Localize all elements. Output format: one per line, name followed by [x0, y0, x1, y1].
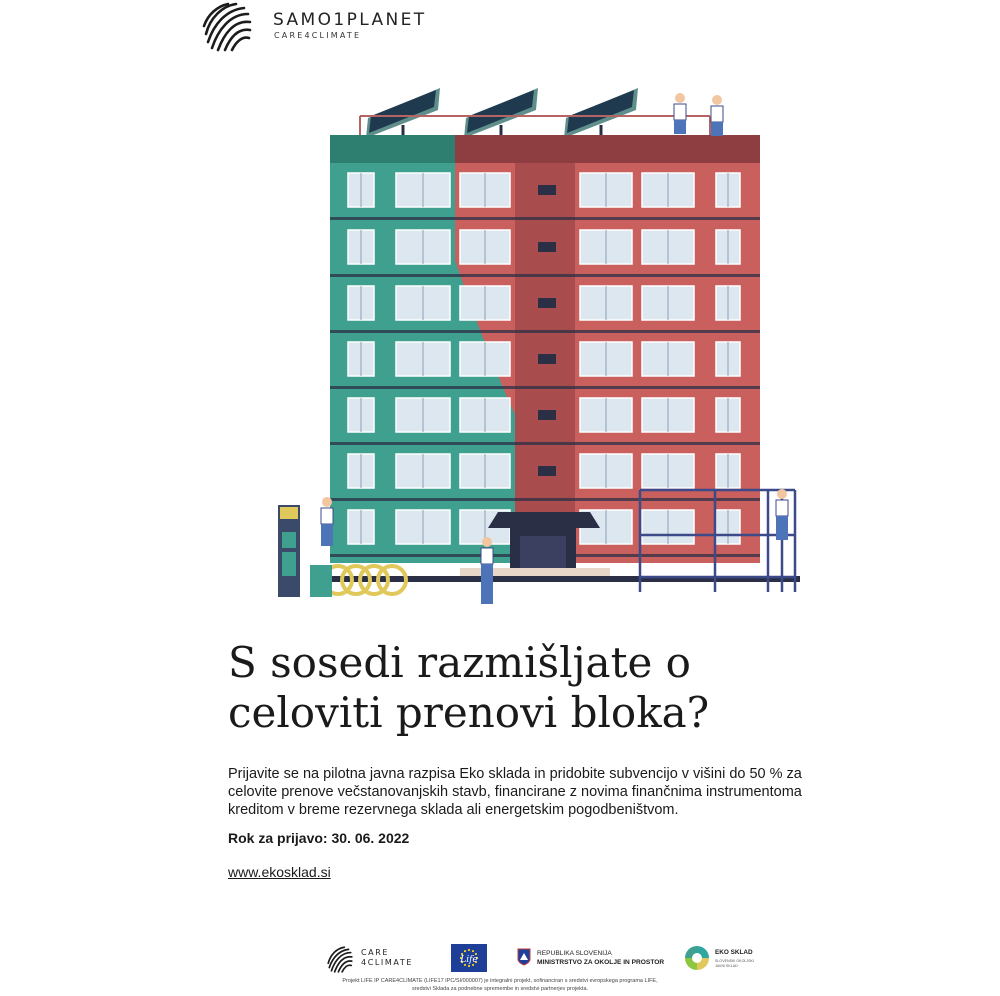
ministry-line-2: MINISTRSTVO ZA OKOLJE IN PROSTOR: [537, 959, 665, 966]
life-label: Life: [460, 955, 478, 965]
floor-line: [330, 442, 760, 445]
headline-line-1: S sosedi razmišljate o: [228, 638, 691, 687]
eko-sklad-label: EKO SKLAD: [715, 949, 753, 956]
care4climate-line-2: 4CLIMATE: [361, 958, 413, 967]
ministry-text: [537, 949, 664, 967]
brand-name: SAMO1PLANET: [273, 10, 427, 30]
stairwell-window: [538, 354, 556, 364]
care4climate-text: [361, 948, 413, 968]
care4climate-logo-icon: [325, 944, 355, 974]
floor-line: [330, 217, 760, 220]
stairwell-window: [538, 466, 556, 476]
footnote-line-2: sredstvi Sklada za podnebne spremembe in sredstvi partnerjev projekta.: [411, 985, 589, 992]
ministry-line-1: REPUBLIKA SLOVENIJA: [537, 950, 612, 957]
floor-line: [330, 330, 760, 333]
application-deadline: Rok za prijavo: 30. 06. 2022: [228, 830, 410, 846]
headline: [228, 638, 828, 738]
stairwell-window: [538, 185, 556, 195]
stairwell-window: [538, 242, 556, 252]
care4climate-line-1: CARE: [361, 948, 390, 957]
footnote: [200, 978, 800, 993]
footer-logos: [325, 940, 765, 978]
body-paragraph: Prijavite se na pilotna javna razpisa Eko sklada in pridobite subvencijo v višini do 50 % za celovite prenove večstanovanjskih stavb, financirane z novima finančnima instrumentoma kreditom v breme rezervnega sklada ali energetskim pogodbeništvom.: [228, 766, 802, 818]
building-illustration: [270, 80, 810, 610]
floor-line: [330, 498, 760, 501]
fingerprint-lines-icon: [200, 0, 256, 52]
footnote-line-1: Projekt LIFE IP CARE4CLIMATE (LIFE17 IPC/SI/000007) je integralni projekt, sofinanciran s sredstvi evropskega programa LIFE,: [342, 978, 658, 984]
eko-sklad-subtitle: SLOVENSKI OKOLJSKI JAVNI SKLAD: [715, 959, 754, 968]
slovenia-coat-of-arms-icon: [517, 948, 531, 966]
solar-panels: [366, 88, 638, 138]
stairwell-window: [538, 298, 556, 308]
ekosklad-link[interactable]: www.ekosklad.si: [228, 864, 331, 880]
stairwell-window: [538, 410, 556, 420]
samo1planet-logo: [200, 0, 440, 52]
eko-sklad-logo-icon: [683, 944, 711, 972]
life-logo-icon: [455, 944, 483, 972]
building-illustration-svg: [270, 80, 810, 610]
brand-subtitle: CARE4CLIMATE: [274, 31, 362, 40]
floor-line: [330, 274, 760, 277]
headline-line-2: celoviti prenovi bloka?: [228, 688, 710, 737]
floor-line: [330, 386, 760, 389]
